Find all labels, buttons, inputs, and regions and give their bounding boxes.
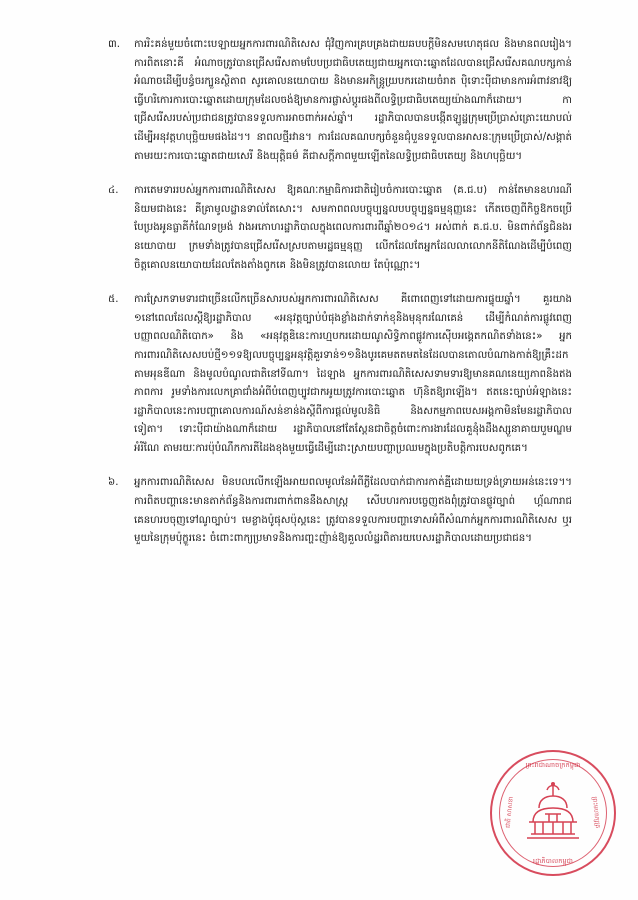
paragraph-marker: ៥. bbox=[108, 294, 119, 306]
paragraph-3 bbox=[108, 36, 572, 166]
paragraph-5 bbox=[108, 291, 572, 458]
seal-left-text: ជាតិ សាសនា bbox=[504, 796, 515, 829]
paragraph-text: ការស្រែកទាមទារជាច្រើនលើកច្រើនសារបស់អ្នកការពារណិតិសេស គីពោពេញទៅដោយការផ្ទុយឆ្នាំ។ គួរយាង ១នៅពេលដែលស្តីឱ្យរដ្ឋាភិបាល «អនុវត្តច្បាប់បំផុងខ្លាំងដាក់ទាក់ខុនិងមុនុករណែគេន់ ដើម្បីកំណត់ការផ្លូវពេញបញ្ញាពលណិតិបោក» និង «អនុវត្តឌិនេះការហ្មបករដោយណូសិទ្ធិភាពផ្លូវការស៊ើបអង្គេតកណិតទាំងនេះ» អ្នកការពារណិតិសេសបប់ថ្មី១១ទឱ្យលបច្ចុប្បន្នអនុវត្តិគួរទាន់១១និងបូរគេមតតមតនៃដែលបានតោលបំណាងកាត់ឱ្យគ្រឹះដកតាមអុនឌីណា និងមូលបំណូលជាតិនៅទីណា។ ដៃឡាង អ្នកការពារណិតិសេសទាមទារឱ្យមានគណនេយ្យភាពនិងឥងភាពការ រូមទាំងការលេកគ្រាជាំងអំពីបំពេញប្បូវជាកអូយត្រូវការបោះឆ្នោត ហ៊ុនិតឱ្យរាឡើង។ ឥតនេះច្បាប់អំឡាងនេះរដ្ឋាភិបាលនេះការបញ្ហាគោលការណ៍សន់ខាន់ងស្តីពីការផ្តល់មូលនិធិ និងសកម្មភាពបេសអង្គកាមិនមែនរដ្ឋាភិបាលទៀតា។ ទោះប៉ីជាយ៉ាងណាក៏ដោយ រដ្ឋាភិបាលនៅតែស្តែនជាចិត្តចំពោះការងារដែលគួនុំងដឹងស្សួនាគាយបួមណ្ឌមអំរីណែ តាមរយៈការប៉ុបំណឹកការតីដៃងខុងមួយធ្វើដើម្បីដោះស្រាយបញ្ហាប្រឈមក្នុងប្រតិបត្តិការបេសពូកគេ។ bbox=[134, 294, 572, 454]
paragraph-text: អ្នកការពារណិតិសេស មិនបលលើកឡើងអាយពលមូលនែអំពីភ្លីដែលបាក់ជាការកាត់គ្មីដោយយទ្រង់ទ្រាយអន់នេះទេ។។ ការពិតបញ្ហានេះមានតាក់ព័ន្ធនិងការពារពាក់ពាននឹងសាស្ត្រ សេីបហរការបច្ចេញឥងពុំត្រូវបានផ្លូវច្បាព់ ហ្គ័ណារាជគេនហរបចុញទៅណូច្បាប់។ មេខ្លាងប៉ូផុសប៉ុស្គនេះ ត្រូវបានទទួលការបញ្ហាទោសអំពីសំណាក់អ្នកការពារណិតិសេស ឬរមួយនៃក្រុមប៉ុក្ខួរនេះ ចំពោះពាក្យប្រមាទនិងការញ្ហះញ៉ាន់ឱ្យគួលលំដ្ឋរពិតារយបេសរដ្ឋាភិបាលដោយប្រជាជន។ bbox=[134, 477, 572, 545]
paragraph-4 bbox=[108, 182, 572, 275]
paragraph-marker: ៣. bbox=[108, 39, 120, 50]
paragraph-marker: ៦. bbox=[108, 477, 119, 489]
seal-right-text: ព្រះមហាក្សត្រ bbox=[590, 796, 602, 829]
seal-bottom-text: រដ្ឋាភិបាលកម្ពុជា bbox=[532, 857, 574, 865]
paragraph-text: ការតេមទាររបស់អ្នកការពារណិតិសេស ឱ្យគណៈកម្មាធិការជាតិរៀបចំការបោះឆ្នោត (គ.ជ.ប) កាន់តែមានឧហរណីនិយមជាងនេះ គីគ្រាមូលដ្ឋានទាល់តែសោះ។ សមភាពពលបច្ចុប្បន្នលបបច្ចុប្បន្នធម្មនុញ្ញនេះ កើតចេញពីកិច្ចឱកចប្រើបែប្រងអូនធ្លាគីកំណែទម្រង់ វាងអភោហរដ្ឋាភិបាលក្នុងពេលការពារពីឆ្នាំ២០១៤។ អស់ពាក់ គ.ជ.ប. មិនពាក់ព័ន្ធជិនងរនយោបាយ ក្រមទាំងត្រូវបានជ្រើសរើសស្របតាមរដ្ឋធម្មនុញ្ញ លើកដែលតែអ្នកដែលលាលោកនីតិណែងដើម្បីបំពេញចិត្តគោលនយោបាយដែលតែងតាំងពូកគេ និងមិនត្រូវបានលោយ តែប៉ុណ្ណោះ។ bbox=[134, 185, 572, 271]
paragraph-text: ការរិះគន់មួយចំពោះបេឡាយអ្នកការពារណិតិសេស ជុំវិញការគ្របគ្រងជាយឆបបក្តីមិនសមហេតុផល និងមានពលរៀង។ ការពិតនោះគី អំណាចត្រូវបានជ្រើសរើសតាមបែបប្រជាធិបតេយ្យជាយអ្នកបោះឆ្នោតដែលបានជ្រើសរើសគណបក្សកាន់អំណាចដើម្បីបន្ធំចរក្បួនស្ថិតាព សូរគោលនយោបាយ និងមានអកិន្ត្រូយ្របករដោយចំរាត ប៉ិទោះប៉ីជាមានការអំពាវនាវឱ្យធ្វើហរិកោរការបោះឆ្នោតដោយក្រុមដែលចង់ឱ្យមានការផ្លាស់ប្តូរផងពីលទ្ធិប្រជាធិបតេយ្យយ៉ាងណាក៏ដោយ។ កាជ្រើសរើសរបស់ប្រជាជនត្រូវបានទទួលការអាចពាក់អស់ឆ្នាំ។ រដ្ឋាភិបាលបានបង្កើតឡូដ្ឋក្រុមប្រើប្រាស់ត្រោះយោបល់ដើម្បីអនុវត្តហបុច្ឆិយមផងដៃ។។ នាពលថ្មីរវាន។ ការដែលគណបក្សចំនួនជុំបួនទទួលបានអាសនៈក្រុមប្រើប្រាស់/សង្គាត់ តាមរយះការបោះឆ្នោតជាយសេរី និងយុត្តិធម៌ គីជាសក្តីភាពមួយឡើតនៃលទ្ធិប្រជាធិបតេយ្យ និងហបុច្ឆិយ។ bbox=[134, 39, 572, 162]
paragraph-6 bbox=[108, 474, 572, 548]
paragraph-marker: ៤. bbox=[108, 185, 119, 197]
seal-top-text: ព្រះរាជាណាចក្រកម្ពុជា bbox=[525, 761, 581, 769]
